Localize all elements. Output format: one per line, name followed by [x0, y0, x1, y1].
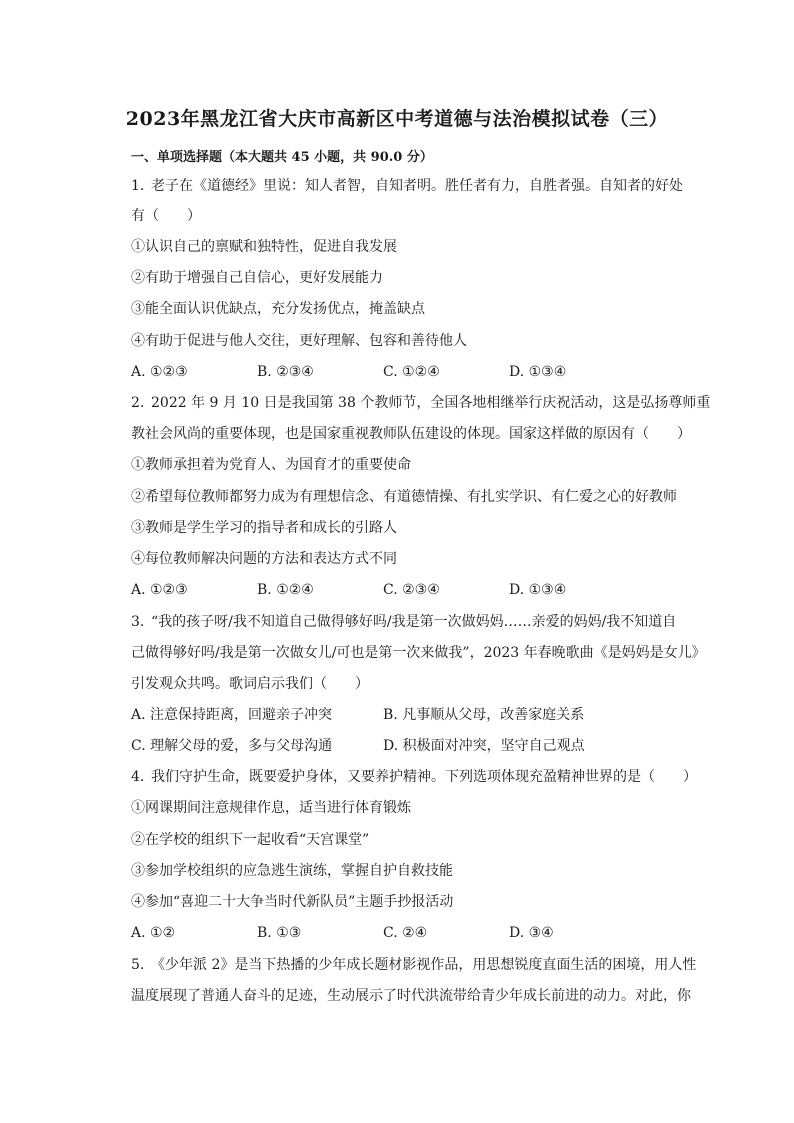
- question-4-stem-line-1: 4. 我们守护生命，既要爱护身体，又要养护精神。下列选项体现充盈精神世界的是（ ）: [131, 769, 697, 785]
- option-b[interactable]: B. 凡事顺从父母，改善家庭关系: [383, 707, 585, 723]
- option-d[interactable]: D. ①③④: [509, 582, 567, 598]
- question-number: 3.: [131, 614, 145, 630]
- question-1-item-3: ③能全面认识优缺点，充分发扬优点，掩盖缺点: [131, 301, 425, 317]
- question-1-stem-line-2: 有（ ）: [131, 208, 201, 224]
- option-b[interactable]: B. ①②④: [257, 582, 314, 598]
- question-3-stem-line-2: 己做得够好吗/我是第一次做女儿/可也是第一次来做我”，2023 年春晚歌曲《是妈妈是女儿》: [131, 645, 706, 661]
- question-2-item-1: ①教师承担着为党育人、为国育才的重要使命: [131, 457, 411, 473]
- question-number: 2.: [131, 395, 145, 411]
- question-number: 4.: [131, 769, 145, 785]
- question-number: 5.: [131, 957, 145, 973]
- question-4-item-3: ③参加学校组织的应急逃生演练，掌握自护自救技能: [131, 863, 453, 879]
- question-1-item-2: ②有助于增强自己自信心，更好发展能力: [131, 270, 383, 286]
- option-d[interactable]: D. ①③④: [509, 364, 567, 380]
- option-a[interactable]: A. 注意保持距离，回避亲子冲突: [131, 707, 333, 723]
- question-2-stem-line-1: 2. 2022 年 9 月 10 日是我国第 38 个教师节，全国各地相继举行庆祝活动，这是弘扬尊师重: [131, 395, 711, 411]
- question-2-stem-line-2: 教社会风尚的重要体现，也是国家重视教师队伍建设的体现。国家这样做的原因有（ ）: [131, 426, 691, 442]
- option-d[interactable]: D. 积极面对冲突，坚守自己观点: [383, 738, 585, 754]
- question-1-item-1: ①认识自己的禀赋和独特性，促进自我发展: [131, 239, 397, 255]
- option-b[interactable]: B. ①③: [257, 925, 302, 941]
- option-b[interactable]: B. ②③④: [257, 364, 314, 380]
- question-3-stem-line-1: 3. “我的孩子呀/我不知道自己做得够好吗/我是第一次做妈妈……亲爱的妈妈/我不知道自: [131, 614, 677, 630]
- question-4-item-4: ④参加“喜迎二十大争当时代新队员”主题手抄报活动: [131, 894, 454, 910]
- option-a[interactable]: A. ①②③: [131, 582, 188, 598]
- option-c[interactable]: C. ①②④: [383, 364, 440, 380]
- option-d[interactable]: D. ③④: [509, 925, 554, 941]
- option-c[interactable]: C. ②④: [383, 925, 428, 941]
- question-3-stem-line-3: 引发观众共鸣。歌词启示我们（ ）: [131, 676, 369, 692]
- question-5-stem-line-1: 5. 《少年派 2》是当下热播的少年成长题材影视作品，用思想锐度直面生活的困境，用人性: [131, 957, 697, 973]
- question-2-item-3: ③教师是学生学习的指导者和成长的引路人: [131, 520, 397, 536]
- section-heading: 一、单项选择题（本大题共 45 小题，共 90.0 分）: [131, 150, 433, 165]
- question-5-stem-line-2: 温度展现了普通人奋斗的足迹，生动展示了时代洪流带给青少年成长前进的动力。对此，你: [131, 988, 691, 1004]
- question-4-item-2: ②在学校的组织下一起收看“天宫课堂”: [131, 832, 370, 848]
- question-2-item-4: ④每位教师解决问题的方法和表达方式不同: [131, 551, 397, 567]
- question-2-item-2: ②希望每位教师都努力成为有理想信念、有道德情操、有扎实学识、有仁爱之心的好教师: [131, 489, 677, 505]
- question-1-item-4: ④有助于促进与他人交往，更好理解、包容和善待他人: [131, 333, 467, 349]
- option-a[interactable]: A. ①②: [131, 925, 176, 941]
- question-1-stem-line-1: 1. 老子在《道德经》里说：知人者智，自知者明。胜任者有力，自胜者强。自知者的好处: [131, 178, 683, 194]
- option-a[interactable]: A. ①②③: [131, 364, 188, 380]
- question-4-item-1: ①网课期间注意规律作息，适当进行体育锻炼: [131, 800, 411, 816]
- option-c[interactable]: C. 理解父母的爱，多与父母沟通: [131, 738, 333, 754]
- question-number: 1.: [131, 178, 145, 194]
- option-c[interactable]: C. ②③④: [383, 582, 440, 598]
- exam-title: 2023年黑龙江省大庆市高新区中考道德与法治模拟试卷（三）: [125, 108, 669, 130]
